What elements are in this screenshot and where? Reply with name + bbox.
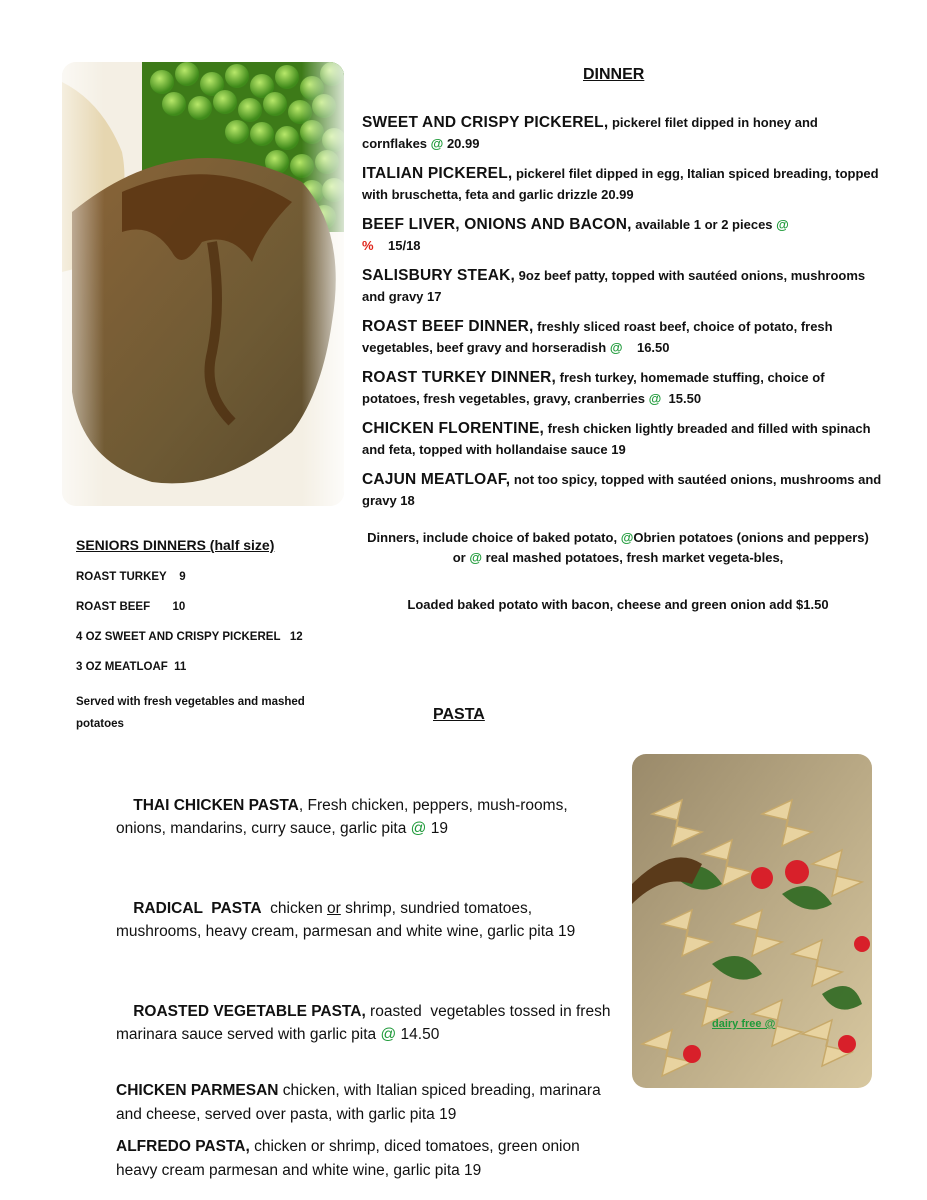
dinner-item: CHICKEN FLORENTINE, fresh chicken lightly breaded and filled with spinach and feta, topped with hollandaise sauce 19 (362, 420, 871, 457)
dinner-item: SWEET AND CRISPY PICKEREL, pickerel filet dipped in honey and cornflakes @ 20.99 (362, 114, 818, 151)
gluten-free-marker: @ (776, 217, 789, 232)
pasta-menu-list (116, 770, 621, 1191)
gluten-free-marker: @ (648, 391, 662, 406)
seniors-item: ROAST BEEF 10 (76, 601, 186, 613)
dinner-heading: DINNER (583, 66, 645, 83)
pasta-heading: PASTA (433, 706, 485, 723)
dinner-item: BEEF LIVER, ONIONS AND BACON, available 1 or 2 pieces @ % 15/18 (362, 216, 789, 253)
loaded-potato-note: Loaded baked potato with bacon, cheese and green onion add $1.50 (407, 597, 829, 612)
gluten-free-marker: @ (469, 550, 482, 565)
pasta-item: RADICAL PASTA chicken or shrimp, sundried tomatoes, mushrooms, heavy cream, parmesan and white wine, garlic pita 19 (116, 899, 576, 940)
gluten-free-marker: @ (430, 136, 444, 151)
seniors-heading: SENIORS DINNERS (half size) (76, 537, 275, 553)
seniors-item: 3 OZ MEATLOAF 11 (76, 661, 187, 673)
gluten-free-marker: @ (380, 1026, 397, 1043)
dinner-sides-note: Dinners, include choice of baked potato, @Obrien potatoes (onions and peppers) or @ real mashed potatoes, fresh market vegeta-bles, (367, 530, 869, 565)
pasta-item: THAI CHICKEN PASTA, Fresh chicken, peppers, mush-rooms, onions, mandarins, curry sauce, garlic pita @ 19 (116, 796, 611, 837)
dinner-item: ROAST TURKEY DINNER, fresh turkey, homemade stuffing, choice of potatoes, fresh vegetables, gravy, cranberries @ 15.50 (362, 369, 825, 406)
pasta-item: ROASTED VEGETABLE PASTA, roasted vegetables tossed in fresh marinara sauce served with garlic pita @ 14.50 (116, 1002, 615, 1043)
dairy-free-note: dairy free @ (712, 1018, 776, 1030)
percent-marker: % (362, 238, 374, 253)
dinner-item: ITALIAN PICKEREL, pickerel filet dipped in egg, Italian spiced breading, topped with bruschetta, feta and garlic drizzle 20.99 (362, 165, 879, 202)
dinner-item: CAJUN MEATLOAF, not too spicy, topped with sautéed onions, mushrooms and gravy 18 (362, 471, 882, 508)
pasta-item: ALFREDO PASTA, chicken or shrimp, diced tomatoes, green onion heavy cream parmesan and white wine, garlic pita 19 (116, 1138, 580, 1179)
seniors-dinners (76, 537, 336, 735)
dinner-item: SALISBURY STEAK, 9oz beef patty, topped with sautéed onions, mushrooms and gravy 17 (362, 267, 866, 304)
seniors-served-note: Served with fresh vegetables and mashed potatoes (76, 696, 305, 730)
dinner-item: ROAST BEEF DINNER, freshly sliced roast beef, choice of potato, fresh vegetables, beef gravy and horseradish @ 16.50 (362, 318, 833, 355)
seniors-item: 4 OZ SWEET AND CRISPY PICKEREL 12 (76, 631, 303, 643)
pasta-photo (632, 754, 872, 1088)
seniors-item: ROAST TURKEY 9 (76, 571, 186, 583)
dinner-menu-list (362, 112, 882, 520)
pasta-item: CHICKEN PARMESAN chicken, with Italian spiced breading, marinara and cheese, served over pasta, with garlic pita 19 (116, 1082, 601, 1123)
gluten-free-marker: @ (620, 530, 634, 545)
gluten-free-marker: @ (410, 820, 427, 837)
gluten-free-marker: @ (609, 340, 623, 355)
meatloaf-photo (62, 62, 344, 506)
